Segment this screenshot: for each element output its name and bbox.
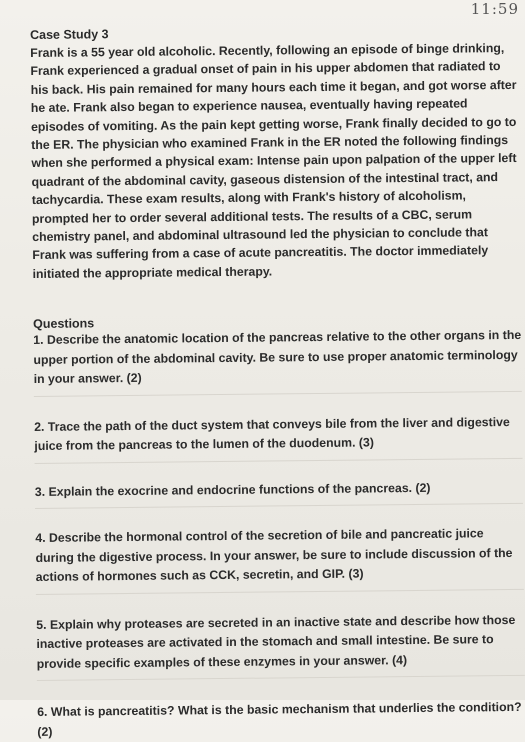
question-5: 5. Explain why proteases are secreted in an inactive state and describe how those inactive proteases are activated in the stomach and small intestine. Be sure to provide specific examples of these enzymes in your answer. (4) [36, 612, 516, 671]
divider [35, 458, 523, 464]
divider [36, 589, 524, 595]
divider [37, 675, 525, 681]
case-study-title: Case Study 3 [30, 27, 109, 42]
question-4: 4. Describe the hormonal control of the secretion of bile and pancreatic juice during the digestive process. In your answer, be sure to include discussion of the actions of hormones such as CCK, secretin, and GIP. (3) [35, 526, 513, 585]
handwritten-note: 11:59 [470, 0, 519, 18]
question-6: 6. What is pancreatitis? What is the basic mechanism that underlies the condition? [37, 700, 522, 720]
question-1: 1. Describe the anatomic location of the pancreas relative to the other organs in the upper portion of the abdominal cavity. Be sure to use proper anatomic terminology in your answer. (2) [33, 328, 522, 387]
question-6-points: (2) [37, 724, 53, 739]
divider [34, 391, 522, 397]
document-content [30, 23, 525, 742]
questions-title: Questions [33, 316, 95, 332]
question-2: 2. Trace the path of the duct system that conveys bile from the liver and digestive juice from the pancreas to the lumen of the duodenum. (3) [34, 414, 510, 454]
question-3: 3. Explain the exocrine and endocrine functions of the pancreas. (2) [34, 480, 431, 499]
case-study-body: Frank is a 55 year old alcoholic. Recently, following an episode of binge drinking, Frank experienced a gradual onset of pain in his upper abdomen that radiated to his back. His pain remained for many hours each time it began, and got worse after he ate. Frank also began to experience nausea, eventually having repeated episodes of vomiting. As the pain kept getting worse, Frank finally decided to go to the ER. The physician who examined Frank in the ER noted the following findings when she performed a physical exam: Intense pain upon palpation of the upper left quadrant of the abdominal cavity, gaseous distension of the intestinal tract, and tachycardia. These exam results, along with Frank's history of alcoholism, prompted her to order several additional tests. The results of a CBC, serum chemistry panel, and abdominal ultrasound led the physician to conclude that Frank was suffering from a case of acute pancreatitis. The doctor immediately initiated the appropriate medical therapy. [30, 41, 517, 281]
divider [35, 503, 523, 509]
